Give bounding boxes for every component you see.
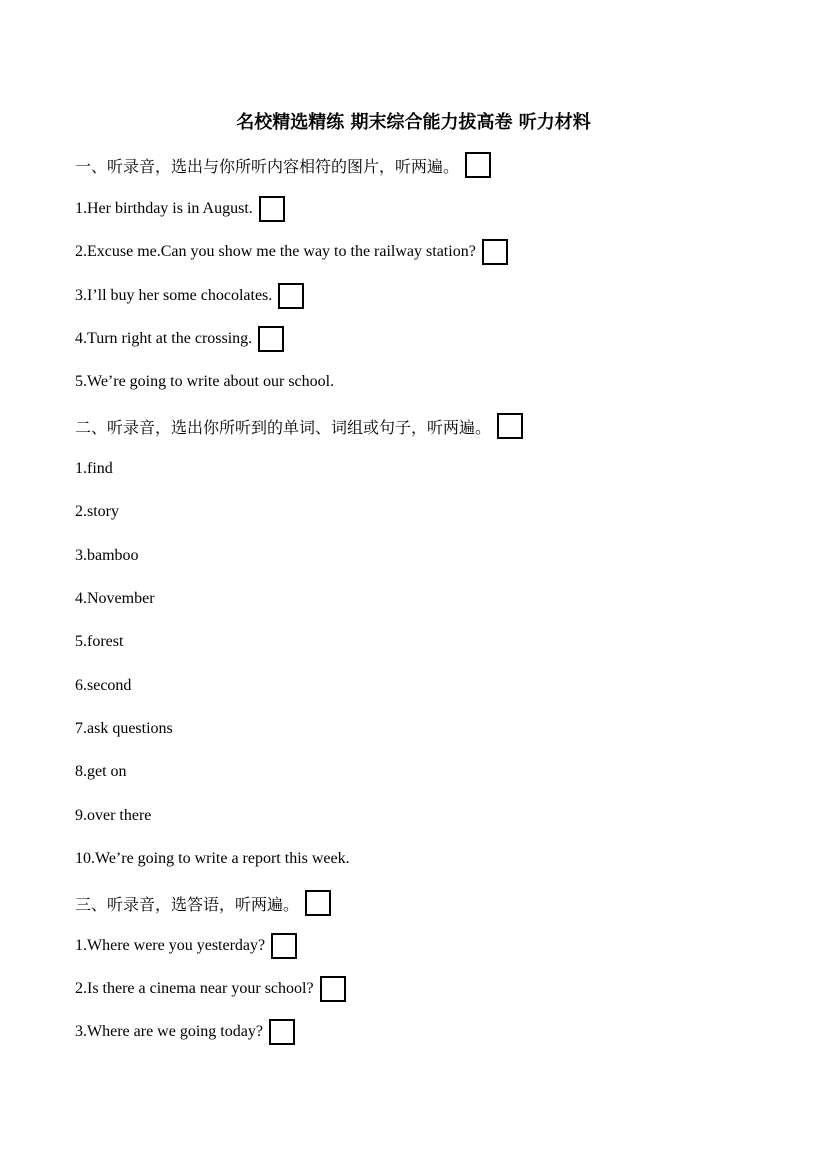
answer-box[interactable] <box>482 239 508 265</box>
section-2-item-row <box>75 541 139 571</box>
section-1-item: 3.I’ll buy her some chocolates. <box>75 287 273 304</box>
section-3-item-row <box>75 974 346 1004</box>
section-3-heading: 三、听录音，选答语，听两遍。 <box>75 894 300 914</box>
section-1-item-row <box>75 367 334 397</box>
answer-box[interactable] <box>305 890 331 916</box>
answer-box[interactable] <box>258 326 284 352</box>
answer-box[interactable] <box>259 196 285 222</box>
section-2-item-row <box>75 844 350 874</box>
section-2-item-row <box>75 757 127 787</box>
section-2-item: 4.November <box>75 590 155 607</box>
answer-box[interactable] <box>269 1019 295 1045</box>
section-3-item: 3.Where are we going today? <box>75 1023 263 1040</box>
section-2-item: 1.find <box>75 460 113 477</box>
section-1-item-row <box>75 194 285 224</box>
section-2-item-row <box>75 454 113 484</box>
section-2-item-row <box>75 801 151 831</box>
answer-box[interactable] <box>320 976 346 1002</box>
section-2-item: 9.over there <box>75 807 152 824</box>
section-1-item-row <box>75 281 304 311</box>
section-1-item: 1.Her birthday is in August. <box>75 200 253 217</box>
answer-box[interactable] <box>497 413 523 439</box>
page-title: 名校精选精练 期末综合能力拔高卷 听力材料 <box>236 112 591 133</box>
section-2-item: 6.second <box>75 677 132 694</box>
section-2-item: 2.story <box>75 503 119 520</box>
section-1-heading: 一、听录音，选出与你所听内容相符的图片，听两遍。 <box>75 156 460 176</box>
section-3-item-row <box>75 1017 295 1047</box>
section-2-item-row <box>75 584 155 614</box>
section-1-item-row <box>75 324 284 354</box>
section-2-item-row <box>75 497 119 527</box>
section-2-heading-row <box>75 411 523 441</box>
section-2-item-row <box>75 627 123 657</box>
section-3-heading-row <box>75 888 331 918</box>
section-2-item: 5.forest <box>75 633 124 650</box>
answer-box[interactable] <box>271 933 297 959</box>
section-1-item: 4.Turn right at the crossing. <box>75 330 253 347</box>
section-2-item-row <box>75 714 173 744</box>
answer-box[interactable] <box>465 152 491 178</box>
section-1-item-row <box>75 237 508 267</box>
section-1-item: 5.We’re going to write about our school. <box>75 373 335 390</box>
section-2-item: 8.get on <box>75 763 127 780</box>
section-2-item: 7.ask questions <box>75 720 173 737</box>
section-1-heading-row <box>75 150 491 180</box>
section-2-item: 3.bamboo <box>75 547 139 564</box>
section-1-item: 2.Excuse me.Can you show me the way to the railway station? <box>75 243 476 260</box>
answer-box[interactable] <box>278 283 304 309</box>
section-2-item: 10.We’re going to write a report this week. <box>75 850 350 867</box>
section-3-item-row <box>75 931 297 961</box>
section-2-heading: 二、听录音，选出你所听到的单词、词组或句子，听两遍。 <box>75 417 492 437</box>
section-3-item: 2.Is there a cinema near your school? <box>75 980 314 997</box>
section-2-item-row <box>75 671 131 701</box>
section-3-item: 1.Where were you yesterday? <box>75 937 266 954</box>
